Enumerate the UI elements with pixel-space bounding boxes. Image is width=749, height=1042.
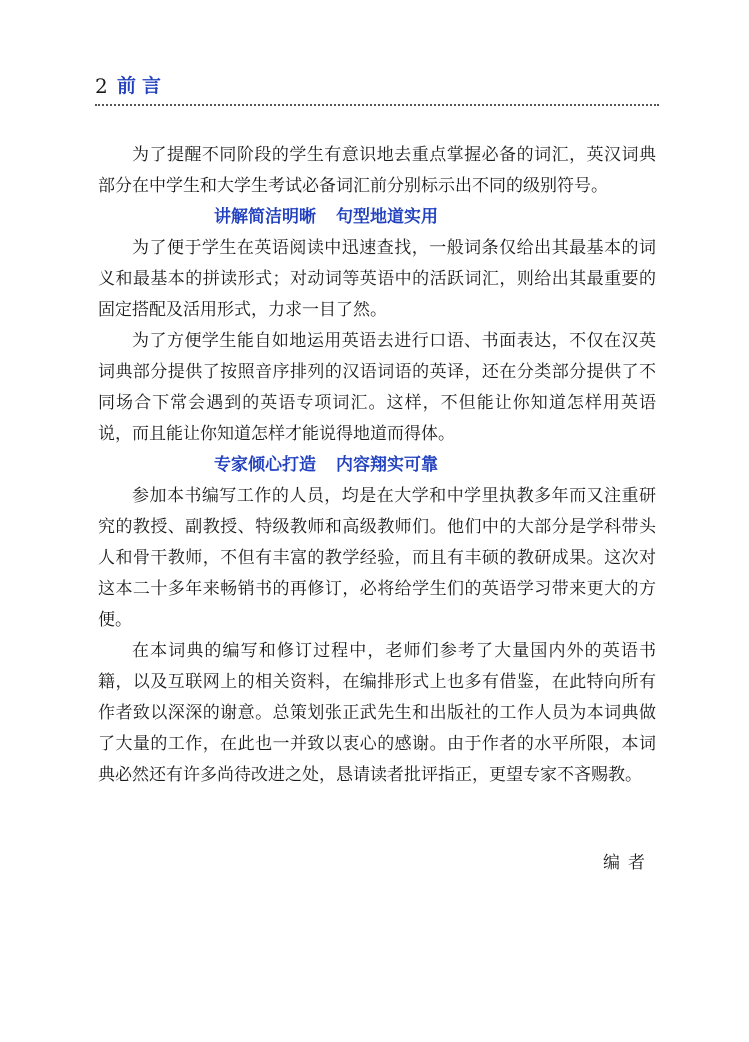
running-header bbox=[95, 68, 659, 106]
page-number: 2 bbox=[95, 74, 108, 98]
paragraph-quick-lookup: 为了便于学生在英语阅读中迅速查找，一般词条仅给出其最基本的词义和最基本的拼读形式；对动词等英语中的活跃词汇，则给出其最重要的固定搭配及活用形式，力求一目了然。 bbox=[98, 238, 656, 320]
subheading-part: 专家倾心打造 bbox=[214, 455, 316, 475]
subheading-expert-crafted bbox=[98, 450, 656, 481]
paragraph-spoken-written-expression: 为了方便学生能自如地运用英语去进行口语、书面表达，不仅在汉英词典部分提供了按照音序排列的汉语词语的英译，还在分类部分提供了不同场合下常会遇到的英语专项词汇。这样，不但能让你知道怎样用英语说，而且能让你知道怎样才能说得地道而得体。 bbox=[98, 331, 656, 444]
subheading-part: 讲解简洁明晰 bbox=[214, 207, 316, 227]
paragraph-acknowledgements: 在本词典的编写和修订过程中，老师们参考了大量国内外的英语书籍，以及互联网上的相关资料，在编排形式上也多有借鉴，在此特向所有作者致以深深的谢意。总策划张正武先生和出版社的工作人员为本词典做了大量的工作，在此也一并致以衷心的感谢。由于作者的水平所限，本词典必然还有许多尚待改进之处，恳请读者批评指正，更望专家不吝赐教。 bbox=[98, 641, 656, 785]
subheading-concise-explanations bbox=[98, 202, 656, 233]
section-title: 前言 bbox=[117, 75, 168, 97]
paragraph-authors: 参加本书编写工作的人员，均是在大学和中学里执教多年而又注重研究的教授、副教授、特级教师和高级教师们。他们中的大部分是学科带头人和骨干教师，不但有丰富的教学经验，而且有丰硕的教研成果。这次对这本二十多年来畅销书的再修订，必将给学生们的英语学习带来更大的方便。 bbox=[98, 486, 656, 630]
subheading-part: 句型地道实用 bbox=[336, 207, 438, 227]
body-text bbox=[98, 140, 656, 791]
subheading-part: 内容翔实可靠 bbox=[336, 455, 438, 475]
editor-signature: 编者 bbox=[603, 853, 653, 873]
paragraph-level-markers: 为了提醒不同阶段的学生有意识地去重点掌握必备的词汇，英汉词典部分在中学生和大学生考试必备词汇前分别标示出不同的级别符号。 bbox=[98, 145, 656, 196]
